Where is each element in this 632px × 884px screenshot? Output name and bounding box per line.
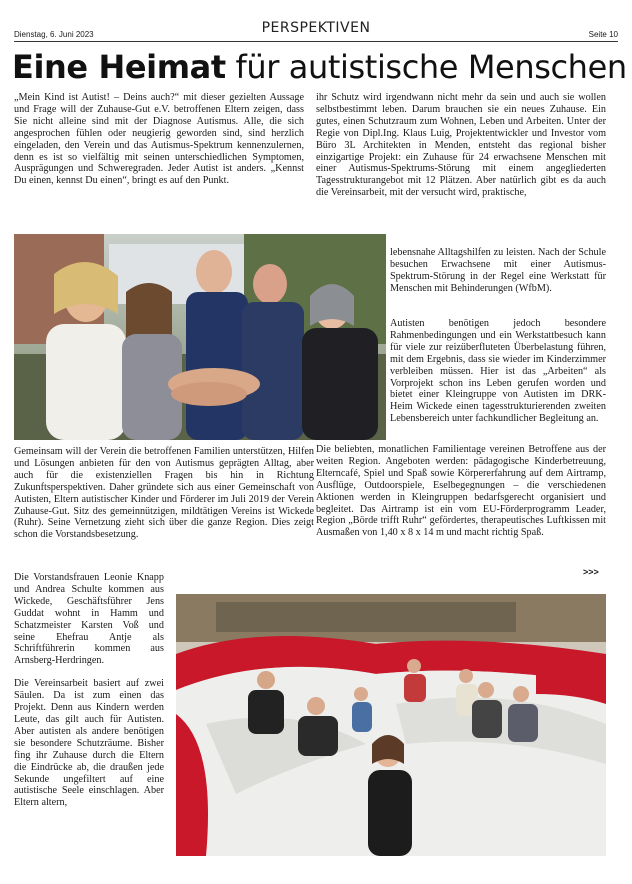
col2-paragraph-2: lebensnahe Alltagshilfen zu leisten. Nach der Schule besuchen Erwachsene mit einer Autismus-Spektrum-Störung in der Regel eine Werkstatt für Menschen mit Behinderungen (WfbM).: [390, 247, 606, 294]
pillars-paragraph: Die Vereinsarbeit basiert auf zwei Säulen. Da ist zum einen das Projekt. Denn aus Kindern werden Leute, das gilt auch für Autisten. Aber autisten als andere benötigen sie besondere Schutzräume. Bisher fing ihr Zuhause durch die Eltern die Eindrücke ab, die draußen jede Sekunde ungefiltert auf eine autistische Seele einschlagen. Aber Eltern altern,: [14, 678, 164, 809]
headline: [12, 47, 627, 87]
header-rule: [14, 41, 618, 42]
headline-bold: Eine Heimat: [12, 48, 226, 86]
page-number: Seite 10: [588, 30, 618, 39]
section-title: PERSPEKTIVEN: [261, 20, 371, 36]
col2-paragraph-4: Die beliebten, monatlichen Familientage vereinen Betroffene aus der weiten Region. Angeboten werden: pädagogische Kinderbetreuung, Elterncafé, Spiel und Spaß sowie Körpererfahrung auf dem Airtramp, Ausflüge, Outdoorspiele, Eselbegegnungen – die verschiedenen Aktionen werden in Kleingruppen bedarfsgerecht organisiert und begleitet. Das Airtramp ist ein vom EU-Förderprogramm Leader, Region „Börde trifft Ruhr“ gefördertes, therapeutisches Luftkissen mit Ausmaßen von 1,40 x 8 x 14 m und macht richtig Spaß.: [316, 444, 606, 539]
board-photo: [14, 234, 386, 440]
headline-rest: für autistische Menschen: [225, 48, 627, 86]
page-header: [14, 0, 618, 46]
board-members-paragraph: Die Vorstandsfrauen Leonie Knapp und Andrea Schulte kommen aus Wickede, Geschäftsführer Jens Guddat wohnt in Hamm und Schatzmeister Karsten Voß und seine Ehefrau Antje als Schriftführerin kommen aus Arnsberg-Herdringen.: [14, 572, 164, 667]
col2-paragraph-1: ihr Schutz wird irgendwann nicht mehr da sein und auch sie wollen selbstbestimmt leben. Darum brauchen sie ein neues Zuhause. Ein gutes, einen Schutzraum zum Wohnen, Leben und Arbeiten. Unter der Regie von Dipl.Ing. Klaus Luig, Projektentwickler und Investor vom Büro 3L Architekten in Menden, entsteht das regional bisher einzigartige Projekt: ein Zuhause für 24 erwachsene Menschen mit einer Autismus-Spektrums-Störung mit einem angegliederten Tagesstrukturangebot mit 12 Plätzen. Aber natürlich gibt es da auch die Vereinsarbeit, mit der versucht wird, praktische,: [316, 92, 606, 199]
airtramp-photo-illustration: [176, 594, 606, 856]
col2-paragraph-3: Autisten benötigen jedoch besondere Rahmenbedingungen und ein Werkstattbesuch kann für viele zur reizüberfluteten Überbelastung führen, mit dem Ergebnis, dass sie wieder im Kinderzimmer verbleiben müssen. Hier ist das „Arbeiten“ als Vorprojekt schon ins Leben gerufen worden und bietet einer Kleingruppe von Autisten im DRK-Heim Wickede einen tagesstrukturierenden zweiten Lebensbereich unter fachkundlicher Begleitung an.: [390, 318, 606, 425]
issue-date: Dienstag, 6. Juni 2023: [14, 30, 94, 39]
board-photo-illustration: [14, 234, 386, 440]
continued-marker: >>>: [583, 567, 599, 577]
col1-paragraph-1: Gemeinsam will der Verein die betroffenen Familien unterstützen, Hilfen und Lösungen anbieten für den von Autismus geprägten Alltag, aber auch für die existenziellen Fragen bis hin in Richtung Zukunftsperspektiven. Daher gründete sich aus einer Gemeinschaft von Autisten, Eltern autistischer Kinder und Förderer im Juli 2019 der Verein Zuhause-Gut. Sitz des gemeinnützigen, mildtätigen Vereins ist Wickede (Ruhr). Seine Vernetzung zieht sich über die ganze Region. Dies zeigt schon die Vorstandsbesetzung.: [14, 446, 314, 541]
lead-paragraph: „Mein Kind ist Autist! – Deins auch?“ mit dieser gezielten Aussage und Frage will der Zuhause-Gut e.V. betroffenen Eltern zeigen, dass Sie nicht alleine sind mit der Diagnose Autismus. Alle, die sich angesprochen fühlen oder neugierig geworden sind, sind herzlich eingeladen, den Verein und das Autismus-Spektrum kennenzulernen, denn es ist so vielfältig mit seinen unterschiedlichen Symptomen, Ausprägungen und Schweregraden. Jeder Autist ist anders. „Kennst Du einen, kennst Du einen“, bringt es auf den Punkt.: [14, 92, 304, 187]
col1-paragraph-2: [14, 572, 164, 809]
airtramp-photo: [176, 594, 606, 856]
